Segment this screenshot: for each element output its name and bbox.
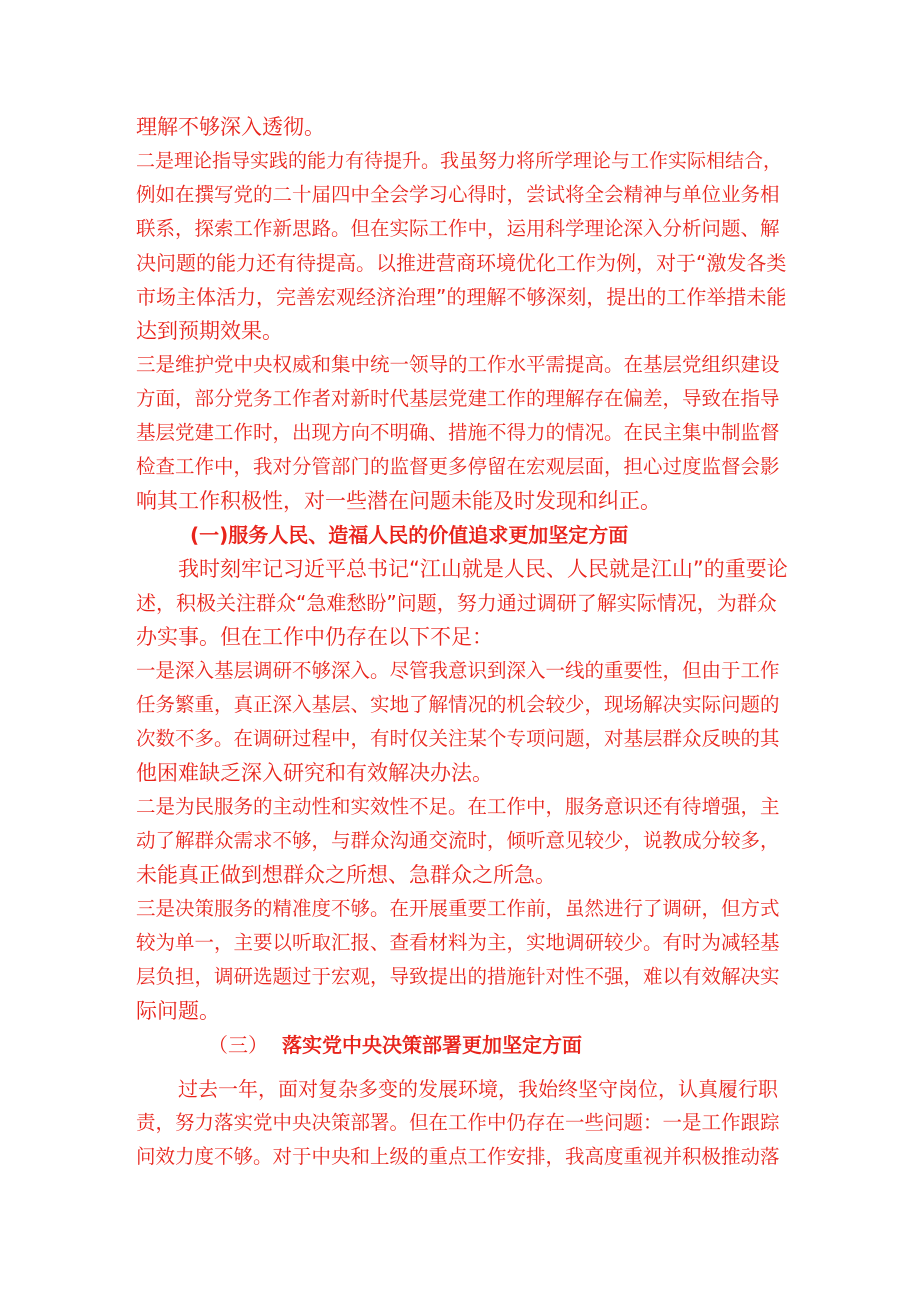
paragraph-line: 三是维护党中央权威和集中统一领导的工作水平需提高。在基层党组织建设 <box>136 353 780 376</box>
paragraph-line: 响其工作积极性，对一些潜在问题未能及时发现和纠正。 <box>136 489 661 513</box>
paragraph-line: 决问题的能力还有待提高。以推进营商环境优化工作为例，对于“激发各类 <box>136 251 787 275</box>
section-heading: (一)服务人民、造福人民的价值追求更加坚定方面 <box>190 523 629 547</box>
paragraph-line: 际问题。 <box>136 999 220 1023</box>
paragraph-line: 方面，部分党务工作者对新时代基层党建工作的理解存在偏差，导致在指导 <box>136 387 780 410</box>
paragraph-line: 问效力度不够。对于中央和上级的重点工作安排，我高度重视并积极推动落 <box>136 1145 780 1168</box>
paragraph-line: 责，努力落实党中央决策部署。但在工作中仍存在一些问题：一是工作跟踪 <box>136 1111 780 1134</box>
paragraph-line: 理解不够深入透彻。 <box>136 115 325 139</box>
paragraph-line: 任务繁重，真正深入基层、实地了解情况的机会较少，现场解决实际问题的 <box>136 693 780 716</box>
paragraph-line: 层负担，调研选题过于宏观，导致提出的措施针对性不强，难以有效解决实 <box>136 965 780 988</box>
paragraph-line: 较为单一，主要以听取汇报、查看材料为主，实地调研较少。有时为减轻基 <box>136 931 780 954</box>
paragraph-line: 未能真正做到想群众之所想、急群众之所急。 <box>136 863 556 887</box>
paragraph-line: 三是决策服务的精准度不够。在开展重要工作前，虽然进行了调研，但方式 <box>136 897 780 920</box>
paragraph-line: 例如在撰写党的二十届四中全会学习心得时，尝试将全会精神与单位业务相 <box>136 183 780 206</box>
paragraph-line: 联系，探索工作新思路。但在实际工作中，运用科学理论深入分析问题、解 <box>136 217 780 240</box>
paragraph-line: 过去一年，面对复杂多变的发展环境，我始终坚守岗位，认真履行职 <box>178 1077 778 1101</box>
section-heading <box>208 1028 582 1062</box>
paragraph-line: 市场主体活力，完善宏观经济治理”的理解不够深刻，提出的工作举措未能 <box>136 285 787 309</box>
paragraph-line: 次数不多。在调研过程中，有时仅关注某个专项问题，对基层群众反映的其 <box>136 727 780 750</box>
paragraph-line: 动了解群众需求不够，与群众沟通交流时，倾听意见较少，说教成分较多， <box>136 829 780 852</box>
paragraph-line: 检查工作中，我对分管部门的监督更多停留在宏观层面，担心过度监督会影 <box>136 455 780 478</box>
paragraph-line: 二是理论指导实践的能力有待提升。我虽努力将所学理论与工作实际相结合， <box>136 150 783 172</box>
paragraph-line: 我时刻牢记习近平总书记“江山就是人民、人民就是江山”的重要论 <box>178 557 788 581</box>
paragraph-line: 一是深入基层调研不够深入。尽管我意识到深入一线的重要性，但由于工作 <box>136 659 780 682</box>
paragraph-line: 基层党建工作时，出现方向不明确、措施不得力的情况。在民主集中制监督 <box>136 421 780 444</box>
paragraph-line: 述，积极关注群众“急难愁盼”问题，努力通过调研了解实际情况，为群众 <box>136 591 777 615</box>
section-title: 落实党中央决策部署更加坚定方面 <box>282 1033 582 1057</box>
paragraph-line: 办实事。但在工作中仍存在以下不足： <box>136 625 493 649</box>
section-number: （三） <box>208 1033 268 1057</box>
paragraph-line: 达到预期效果。 <box>136 319 283 343</box>
paragraph-line: 二是为民服务的主动性和实效性不足。在工作中，服务意识还有待增强，主 <box>136 795 780 818</box>
paragraph-line: 他困难缺乏深入研究和有效解决办法。 <box>136 761 493 785</box>
